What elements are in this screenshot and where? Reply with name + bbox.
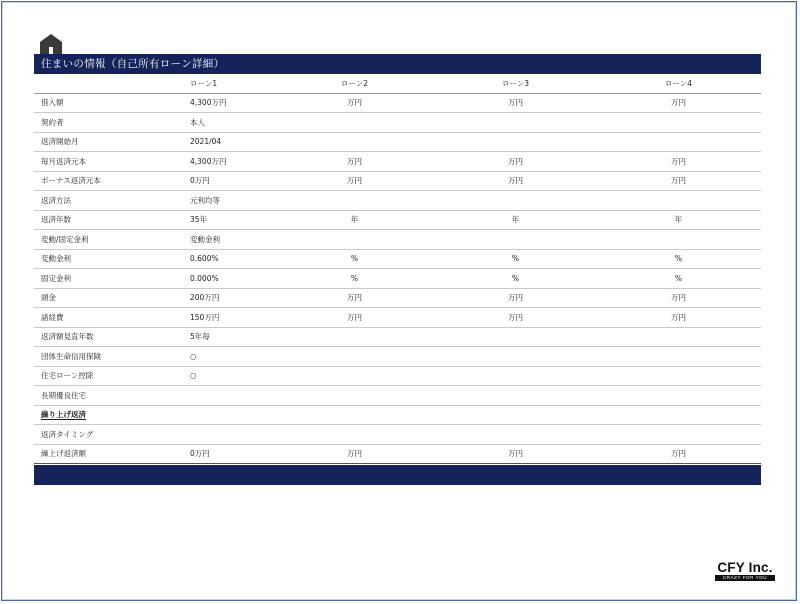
cell-loan3	[435, 327, 596, 347]
cell-loan1: 200万円	[138, 288, 274, 308]
cell-loan1: 4,300万円	[138, 152, 274, 172]
cell-loan4	[596, 347, 761, 367]
cell-loan1: 2021/04	[138, 132, 274, 152]
cell-loan2	[274, 113, 435, 133]
table-row	[34, 269, 761, 289]
cell-loan4: 万円	[596, 308, 761, 328]
section-title: 住まいの情報（自己所有ローン詳細）	[34, 54, 761, 74]
cell-loan1: ○	[138, 347, 274, 367]
cell-loan1: 0万円	[138, 444, 274, 464]
cell-loan3: 万円	[435, 308, 596, 328]
cell-loan4	[596, 327, 761, 347]
cell-loan1: 5年毎	[138, 327, 274, 347]
table-row	[34, 249, 761, 269]
table-row	[34, 308, 761, 328]
table-row	[34, 327, 761, 347]
table-row	[34, 171, 761, 191]
cell-loan2	[274, 366, 435, 386]
cell-loan4: %	[596, 269, 761, 289]
row-label: ボーナス返済元本	[34, 171, 138, 191]
cell-loan3: 万円	[435, 288, 596, 308]
cell-loan4: 万円	[596, 171, 761, 191]
row-label: 借入額	[34, 93, 138, 113]
cell-loan1: 4,300万円	[138, 93, 274, 113]
cell-loan2	[274, 405, 435, 425]
cell-loan3: 年	[435, 210, 596, 230]
cell-loan3	[435, 425, 596, 445]
cell-loan1: 35年	[138, 210, 274, 230]
cell-loan4	[596, 386, 761, 406]
cell-loan2	[274, 386, 435, 406]
row-label-text: 繰り上げ返済	[41, 410, 86, 420]
cell-loan1: 元利均等	[138, 191, 274, 211]
cell-loan2: 年	[274, 210, 435, 230]
cell-loan1: 0.000%	[138, 269, 274, 289]
cell-loan3	[435, 191, 596, 211]
cell-loan3	[435, 386, 596, 406]
cell-loan4: 万円	[596, 444, 761, 464]
cell-loan2	[274, 191, 435, 211]
cell-loan3	[435, 230, 596, 250]
cell-loan1: ○	[138, 366, 274, 386]
cell-loan2: %	[274, 249, 435, 269]
company-logo	[715, 561, 775, 581]
cell-loan4	[596, 113, 761, 133]
row-label: 変動金利	[34, 249, 138, 269]
cell-loan2	[274, 347, 435, 367]
table-row	[34, 191, 761, 211]
cell-loan3	[435, 113, 596, 133]
footer-bar	[34, 465, 761, 485]
row-label: 変動/固定金利	[34, 230, 138, 250]
cell-loan4: %	[596, 249, 761, 269]
cell-loan1: 変動金利	[138, 230, 274, 250]
cell-loan1	[138, 405, 274, 425]
cell-loan1: 本人	[138, 113, 274, 133]
row-label: 返済年数	[34, 210, 138, 230]
loan-table	[34, 74, 761, 464]
cell-loan4: 万円	[596, 288, 761, 308]
cell-loan3	[435, 405, 596, 425]
cell-loan4	[596, 366, 761, 386]
row-label: 諸経費	[34, 308, 138, 328]
logo-tagline: CRAZY FOR YOU	[715, 575, 775, 581]
cell-loan4	[596, 230, 761, 250]
column-header-loan1: ローン1	[138, 74, 274, 93]
table-row	[34, 386, 761, 406]
column-header-loan4: ローン4	[596, 74, 761, 93]
cell-loan4	[596, 191, 761, 211]
table-row	[34, 347, 761, 367]
table-row	[34, 425, 761, 445]
cell-loan4	[596, 425, 761, 445]
table-row	[34, 210, 761, 230]
cell-loan3: %	[435, 249, 596, 269]
house-icon	[40, 33, 62, 54]
cell-loan2: %	[274, 269, 435, 289]
row-label: 繰上げ返済額	[34, 444, 138, 464]
cell-loan3	[435, 347, 596, 367]
row-label: 毎月返済元本	[34, 152, 138, 172]
cell-loan2	[274, 425, 435, 445]
row-label: 固定金利	[34, 269, 138, 289]
row-label: 長期優良住宅	[34, 386, 138, 406]
cell-loan1: 150万円	[138, 308, 274, 328]
table-row	[34, 230, 761, 250]
row-label: 住宅ローン控除	[34, 366, 138, 386]
table-row	[34, 152, 761, 172]
cell-loan3: 万円	[435, 171, 596, 191]
cell-loan1	[138, 386, 274, 406]
cell-loan3: 万円	[435, 93, 596, 113]
cell-loan4: 年	[596, 210, 761, 230]
cell-loan2: 万円	[274, 444, 435, 464]
table-row	[34, 405, 761, 425]
cell-loan1: 0万円	[138, 171, 274, 191]
cell-loan4: 万円	[596, 93, 761, 113]
cell-loan2	[274, 230, 435, 250]
table-header-row	[34, 74, 761, 93]
cell-loan1: 0.600%	[138, 249, 274, 269]
row-label: 返済タイミング	[34, 425, 138, 445]
table-row	[34, 132, 761, 152]
table-row	[34, 113, 761, 133]
cell-loan2: 万円	[274, 288, 435, 308]
cell-loan3: 万円	[435, 444, 596, 464]
cell-loan3	[435, 366, 596, 386]
cell-loan2	[274, 132, 435, 152]
row-label: 契約者	[34, 113, 138, 133]
cell-loan3	[435, 132, 596, 152]
cell-loan3: %	[435, 269, 596, 289]
column-header-loan3: ローン3	[435, 74, 596, 93]
row-label: 返済方法	[34, 191, 138, 211]
cell-loan4	[596, 405, 761, 425]
cell-loan2: 万円	[274, 152, 435, 172]
row-label: 頭金	[34, 288, 138, 308]
cell-loan2: 万円	[274, 308, 435, 328]
table-row	[34, 444, 761, 464]
row-label	[34, 405, 138, 425]
row-label: 返済額見直年数	[34, 327, 138, 347]
cell-loan4	[596, 132, 761, 152]
corner-cell	[34, 74, 138, 93]
row-label: 返済開始月	[34, 132, 138, 152]
logo-text: CFY Inc.	[717, 560, 773, 575]
cell-loan1	[138, 425, 274, 445]
column-header-loan2: ローン2	[274, 74, 435, 93]
table-row	[34, 93, 761, 113]
cell-loan2: 万円	[274, 171, 435, 191]
cell-loan2: 万円	[274, 93, 435, 113]
cell-loan4: 万円	[596, 152, 761, 172]
table-row	[34, 366, 761, 386]
row-label: 団体生命信用保険	[34, 347, 138, 367]
table-row	[34, 288, 761, 308]
cell-loan3: 万円	[435, 152, 596, 172]
cell-loan2	[274, 327, 435, 347]
